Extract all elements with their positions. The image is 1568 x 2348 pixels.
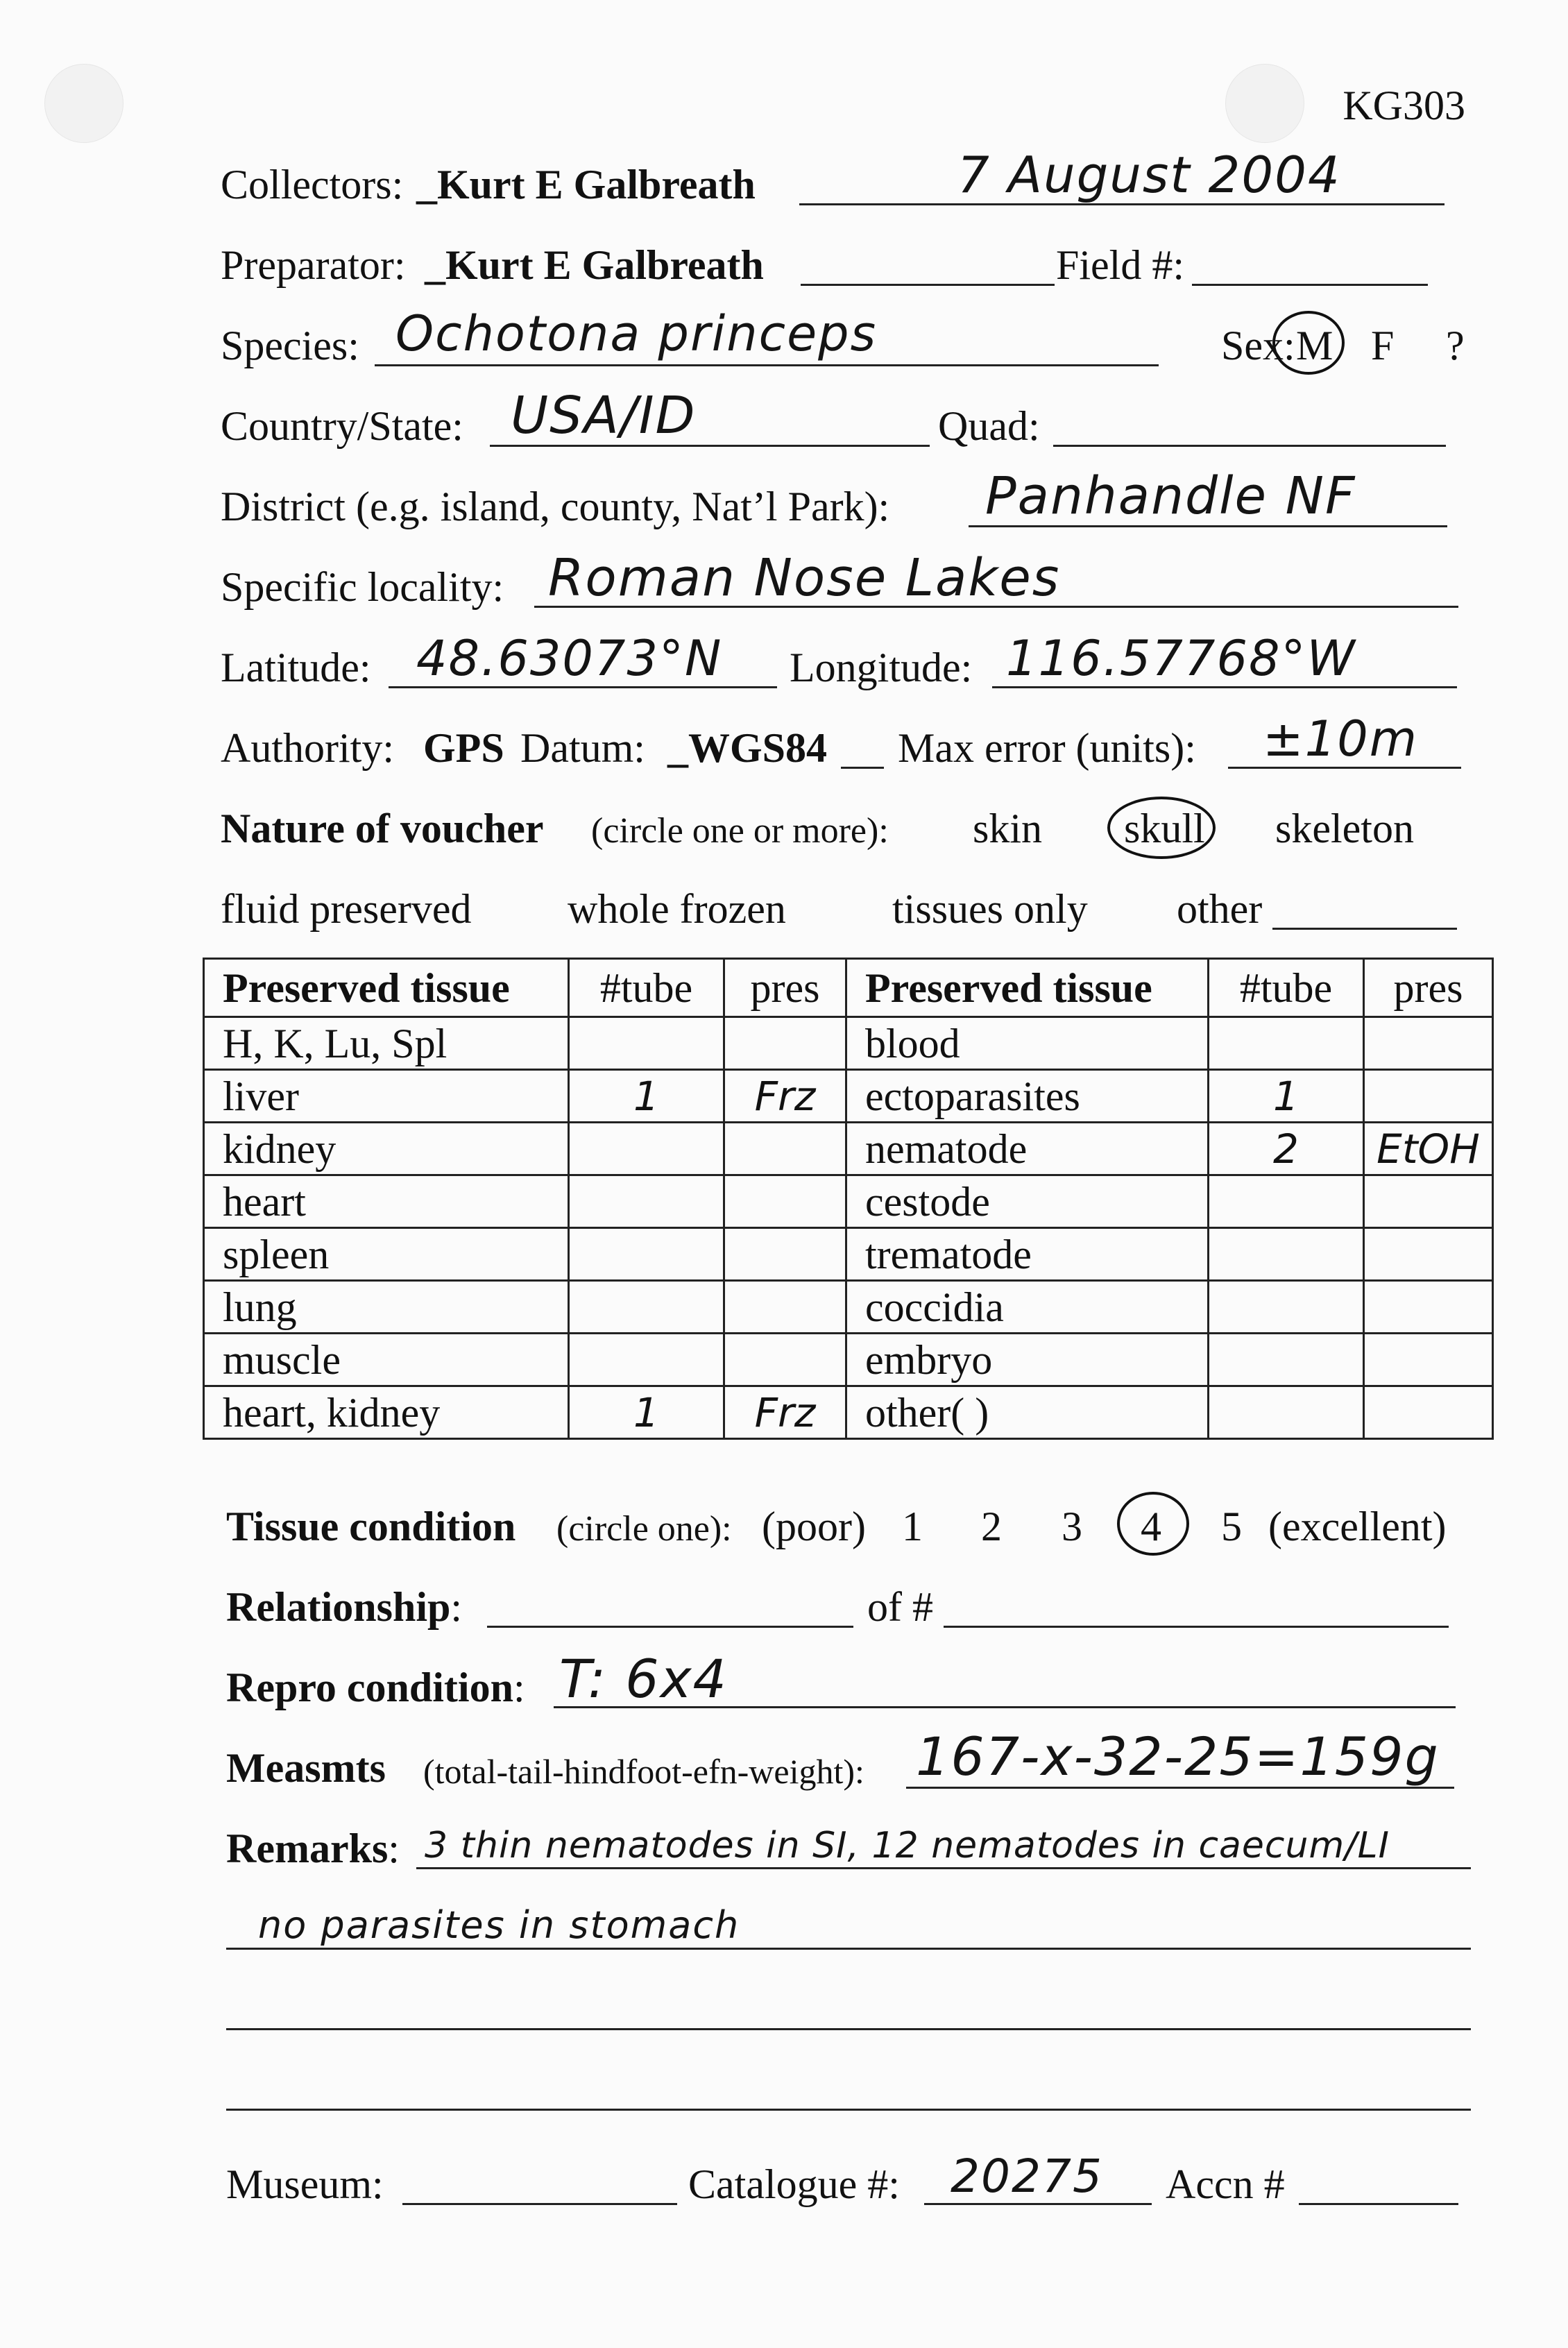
tissue-name-cell <box>204 1175 569 1228</box>
quad-input[interactable] <box>1053 445 1446 447</box>
country-state-label: Country/State: <box>221 403 463 449</box>
tube-count-cell[interactable] <box>1209 1386 1364 1439</box>
tube-count-cell[interactable] <box>569 1070 724 1123</box>
tube-count-cell[interactable] <box>1209 1228 1364 1281</box>
tissue-name: H, K, Lu, Spl <box>223 1020 448 1066</box>
preservation-cell[interactable] <box>1364 1017 1493 1070</box>
preservation-cell[interactable] <box>1364 1281 1493 1334</box>
tube-count-cell[interactable] <box>1209 1070 1364 1123</box>
tissue-name: blood <box>865 1020 960 1066</box>
sex-option-unknown[interactable]: ? <box>1446 323 1465 368</box>
field-num-label: Field #: <box>1056 242 1185 288</box>
catalogue-label: Catalogue #: <box>688 2161 900 2207</box>
tissue-name-cell <box>846 1228 1209 1281</box>
tissue-condition-note: (circle one): <box>556 1509 732 1549</box>
punch-hole-left <box>44 64 123 143</box>
tissue-name: coccidia <box>865 1284 1004 1330</box>
locality-row <box>0 548 1568 618</box>
preservation-cell[interactable] <box>1364 1175 1493 1228</box>
relationship-of-label: of # <box>867 1584 933 1630</box>
collectors-value[interactable]: _Kurt E Galbreath <box>416 162 756 207</box>
catalogue-value[interactable]: 20275 <box>951 2150 1103 2203</box>
tissue-name-cell <box>204 1228 569 1281</box>
preparator-line <box>801 284 1055 286</box>
remarks-line-4[interactable] <box>226 2109 1471 2111</box>
remarks-line-3[interactable] <box>226 2028 1471 2030</box>
accn-input[interactable] <box>1299 2203 1458 2205</box>
tissue-header-row <box>204 959 1493 1017</box>
country-state-value[interactable]: USA/ID <box>511 386 697 445</box>
tissue-header-cell: #tube <box>1209 959 1364 1017</box>
remarks-value-2[interactable]: no parasites in stomach <box>258 1903 740 1947</box>
relationship-input[interactable] <box>487 1626 853 1628</box>
preservation-cell[interactable] <box>724 1123 846 1175</box>
remarks-row-3 <box>0 1977 1568 2040</box>
tissue-name-cell <box>846 1334 1209 1386</box>
voucher-row-2 <box>0 877 1568 939</box>
collectors-row <box>0 146 1568 215</box>
tissue-condition-label: Tissue condition <box>226 1504 516 1549</box>
repro-label: Repro condition <box>226 1665 513 1710</box>
species-row <box>0 305 1568 376</box>
catalogue-line <box>924 2203 1152 2205</box>
remarks-line-1 <box>416 1867 1471 1869</box>
longitude-label: Longitude: <box>790 645 973 690</box>
preservation-cell[interactable] <box>1364 1228 1493 1281</box>
tissue-name-cell <box>204 1070 569 1123</box>
authority-gps[interactable]: GPS <box>423 725 504 771</box>
tube-count-cell[interactable] <box>569 1123 724 1175</box>
measmts-label: Measmts <box>226 1745 386 1791</box>
tube-count-cell[interactable] <box>569 1017 724 1070</box>
tissue-condition-row <box>0 1495 1568 1557</box>
tube-count-cell[interactable] <box>1209 1017 1364 1070</box>
relationship-of-input[interactable] <box>944 1626 1449 1628</box>
repro-value[interactable]: T: 6x4 <box>559 1648 728 1710</box>
tissue-condition-poor: (poor) <box>762 1504 866 1549</box>
remarks-row-4 <box>0 2058 1568 2120</box>
voucher-option-fluid[interactable]: fluid preserved <box>221 886 472 932</box>
preservation-cell[interactable] <box>724 1281 846 1334</box>
preservation-cell[interactable] <box>724 1175 846 1228</box>
preparator-row <box>0 233 1568 296</box>
species-value[interactable]: Ochotona princeps <box>395 305 878 362</box>
tissue-name-cell <box>846 1281 1209 1334</box>
longitude-value[interactable]: 116.57768°W <box>1006 630 1356 687</box>
preservation-method: EtOH <box>1377 1125 1480 1173</box>
tube-count-cell[interactable] <box>1209 1175 1364 1228</box>
preparator-value[interactable]: _Kurt E Galbreath <box>425 242 764 288</box>
voucher-selected-circle <box>1107 797 1216 859</box>
voucher-label: Nature of voucher <box>221 806 544 851</box>
voucher-row-1 <box>0 797 1568 859</box>
tube-count-cell[interactable] <box>569 1175 724 1228</box>
tissue-name-cell <box>204 1017 569 1070</box>
remarks-row-1 <box>0 1817 1568 1879</box>
condition-option-2[interactable]: 2 <box>981 1504 1002 1549</box>
tissue-row <box>204 1281 1493 1334</box>
condition-option-5[interactable]: 5 <box>1221 1504 1242 1549</box>
tissue-name-cell <box>846 1175 1209 1228</box>
datum-value[interactable]: _WGS84 <box>667 725 828 771</box>
locality-label: Specific locality: <box>221 564 504 610</box>
preservation-cell[interactable] <box>1364 1386 1493 1439</box>
condition-option-3[interactable]: 3 <box>1062 1504 1082 1549</box>
voucher-option-skin[interactable]: skin <box>973 806 1043 851</box>
tissue-header-cell: #tube <box>569 959 724 1017</box>
sex-label: Sex: <box>1221 323 1295 368</box>
tube-count-cell[interactable] <box>569 1228 724 1281</box>
relationship-label-wrap <box>226 1586 462 1628</box>
remarks-label-wrap <box>226 1828 400 1869</box>
remarks-row-2 <box>0 1897 1568 1959</box>
sex-option-m[interactable]: M <box>1296 323 1333 368</box>
relationship-label: Relationship <box>226 1584 451 1630</box>
preservation-cell[interactable] <box>724 1017 846 1070</box>
tissue-name: ectoparasites <box>865 1073 1080 1119</box>
field-num-input[interactable] <box>1192 284 1428 286</box>
tissue-name: lung <box>223 1284 297 1330</box>
tube-count-cell[interactable] <box>569 1334 724 1386</box>
tissue-row <box>204 1175 1493 1228</box>
museum-input[interactable] <box>402 2203 677 2205</box>
preservation-cell[interactable] <box>1364 1334 1493 1386</box>
tissue-name: liver <box>223 1073 299 1119</box>
tube-count: 1 <box>633 1072 659 1120</box>
tissue-name: muscle <box>223 1336 341 1383</box>
tube-count: 1 <box>633 1388 659 1436</box>
preservation-method: Frz <box>754 1072 816 1120</box>
preservation-cell[interactable] <box>1364 1123 1493 1175</box>
tissue-name-cell <box>846 1070 1209 1123</box>
species-line <box>375 364 1159 366</box>
latitude-label: Latitude: <box>221 645 371 690</box>
collection-date[interactable]: 7 August 2004 <box>957 146 1341 204</box>
tube-count: 1 <box>1273 1072 1299 1120</box>
coordinates-row <box>0 630 1568 698</box>
museum-label: Museum: <box>226 2161 384 2207</box>
tissue-name-cell <box>846 1386 1209 1439</box>
accn-label: Accn # <box>1166 2161 1285 2207</box>
preservation-cell[interactable] <box>1364 1070 1493 1123</box>
tissue-name: cestode <box>865 1178 990 1225</box>
voucher-other-input[interactable] <box>1272 928 1457 930</box>
tube-count-cell[interactable] <box>1209 1123 1364 1175</box>
tube-count-cell[interactable] <box>1209 1334 1364 1386</box>
condition-selected-circle <box>1117 1492 1189 1556</box>
voucher-option-skull[interactable]: skull <box>1124 806 1205 851</box>
measmts-note: (total-tail-hindfoot-efn-weight): <box>423 1752 864 1791</box>
tissue-name: embryo <box>865 1336 993 1383</box>
datum-label: Datum: <box>520 725 645 771</box>
tissue-name: spleen <box>223 1231 330 1277</box>
tube-count-cell[interactable] <box>569 1281 724 1334</box>
relationship-row <box>0 1575 1568 1637</box>
preservation-method: Frz <box>754 1388 816 1436</box>
tissue-name-cell <box>846 1017 1209 1070</box>
relationship-colon: : <box>450 1584 463 1630</box>
voucher-note: (circle one or more): <box>591 811 889 851</box>
preservation-cell[interactable] <box>724 1334 846 1386</box>
remarks-label: Remarks <box>226 1826 389 1871</box>
species-label: Species: <box>221 323 359 368</box>
tube-count-cell[interactable] <box>569 1386 724 1439</box>
sex-selected-circle <box>1272 311 1345 375</box>
tube-count-cell[interactable] <box>1209 1281 1364 1334</box>
collectors-label: Collectors: <box>221 162 404 207</box>
voucher-option-skeleton[interactable]: skeleton <box>1275 806 1414 851</box>
district-value[interactable]: Panhandle NF <box>985 466 1356 526</box>
voucher-option-tissues[interactable]: tissues only <box>892 886 1088 932</box>
tissue-name-cell <box>204 1281 569 1334</box>
preservation-cell[interactable] <box>724 1386 846 1439</box>
tissue-table <box>203 958 1494 1440</box>
tissue-name: heart, kidney <box>223 1389 441 1436</box>
tissue-name-cell <box>846 1123 1209 1175</box>
tissue-row <box>204 1123 1493 1175</box>
datum-line <box>841 767 884 769</box>
tissue-row <box>204 1070 1493 1123</box>
tissue-name: other( ) <box>865 1389 989 1436</box>
voucher-option-frozen[interactable]: whole frozen <box>568 886 786 932</box>
condition-option-4[interactable]: 4 <box>1141 1504 1161 1549</box>
latitude-value[interactable]: 48.63073°N <box>416 630 723 687</box>
district-label: District (e.g. island, county, Nat’l Park): <box>221 484 890 529</box>
tissue-name-cell <box>204 1386 569 1439</box>
repro-colon: : <box>513 1665 525 1710</box>
preservation-cell[interactable] <box>724 1228 846 1281</box>
tissue-header-cell: Preserved tissue <box>204 959 569 1017</box>
tissue-name: nematode <box>865 1125 1028 1172</box>
tissue-row <box>204 1386 1493 1439</box>
tissue-header-cell: pres <box>1364 959 1493 1017</box>
tissue-name-cell <box>204 1334 569 1386</box>
tissue-header-cell: Preserved tissue <box>846 959 1209 1017</box>
tissue-row <box>204 1017 1493 1070</box>
tissue-name: kidney <box>223 1125 336 1172</box>
authority-text: Authority: <box>221 725 394 771</box>
measurements-row <box>0 1726 1568 1798</box>
tissue-name: trematode <box>865 1231 1032 1277</box>
quad-label: Quad: <box>938 403 1040 449</box>
form-id: KG303 <box>1343 83 1465 128</box>
authority-row <box>0 711 1568 779</box>
remarks-value-1[interactable]: 3 thin nematodes in SI, 12 nematodes in caecum/LI <box>425 1825 1390 1866</box>
sex-option-f[interactable]: F <box>1371 323 1395 368</box>
tissue-condition-excellent: (excellent) <box>1268 1504 1447 1549</box>
tissue-name: heart <box>223 1178 306 1225</box>
tissue-row <box>204 1334 1493 1386</box>
preservation-cell[interactable] <box>724 1070 846 1123</box>
punch-hole-right <box>1225 64 1304 143</box>
max-error-label: Max error (units): <box>898 725 1196 771</box>
locality-value[interactable]: Roman Nose Lakes <box>548 548 1061 608</box>
footer-row <box>0 2152 1568 2215</box>
max-error-value[interactable]: ±10m <box>1263 711 1418 767</box>
tube-count: 2 <box>1273 1125 1299 1173</box>
tissue-name-cell <box>204 1123 569 1175</box>
tissue-row <box>204 1228 1493 1281</box>
condition-option-1[interactable]: 1 <box>902 1504 923 1549</box>
repro-row <box>0 1648 1568 1718</box>
district-row <box>0 466 1568 537</box>
voucher-option-other[interactable]: other <box>1177 886 1263 932</box>
tissue-header-cell: pres <box>724 959 846 1017</box>
preparator-label: Preparator: <box>221 242 406 288</box>
remarks-line-2 <box>226 1948 1471 1950</box>
country-state-row <box>0 386 1568 457</box>
repro-label-wrap <box>226 1667 525 1708</box>
measmts-value[interactable]: 167-x-32-25=159g <box>916 1726 1440 1787</box>
remarks-colon: : <box>388 1826 400 1871</box>
